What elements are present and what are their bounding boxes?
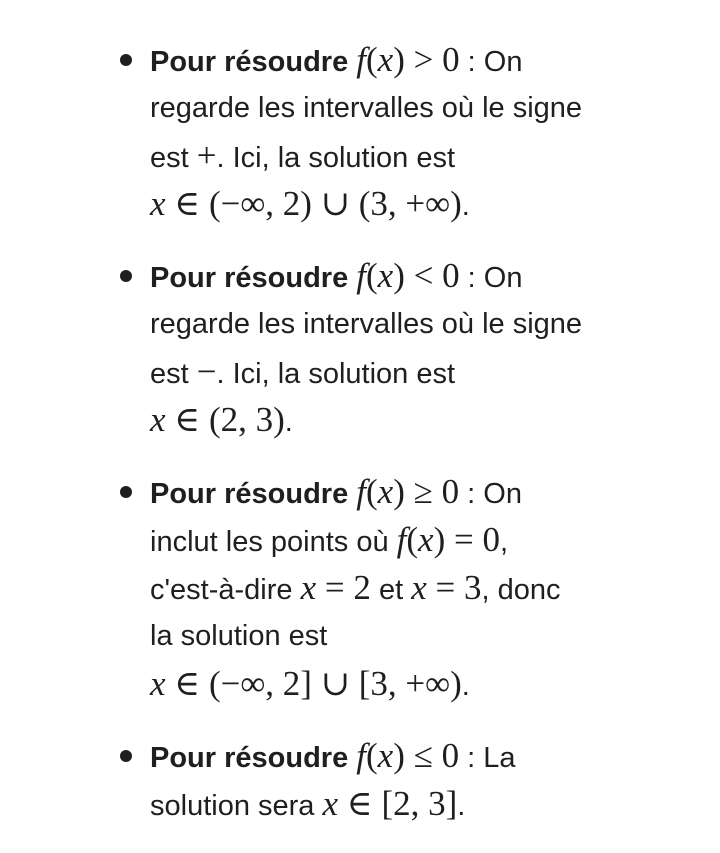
text-line xyxy=(150,516,508,564)
math-variable: x xyxy=(411,568,427,607)
bullet-dot-icon xyxy=(120,750,132,762)
math-expression: > 0 xyxy=(404,40,460,79)
body-text: . xyxy=(461,190,470,222)
math-expression: ≤ 0 xyxy=(404,736,460,775)
text-line xyxy=(150,660,470,708)
body-text: regarde les intervalles où le signe xyxy=(150,92,583,124)
body-text: : La xyxy=(459,742,516,774)
text-line xyxy=(150,300,582,348)
math-variable: x xyxy=(322,784,339,823)
math-variable: x xyxy=(377,40,394,79)
text-line xyxy=(150,396,293,444)
math-variable: x xyxy=(150,664,166,703)
body-text: : On xyxy=(459,478,522,510)
math-variable: x xyxy=(418,520,434,559)
math-expression: = 3 xyxy=(426,568,482,607)
text-line xyxy=(150,252,522,300)
body-text: . xyxy=(284,406,293,438)
text-line xyxy=(150,84,582,132)
math-expression: ( xyxy=(406,520,419,559)
body-text: . xyxy=(457,790,466,822)
math-expression: ) xyxy=(393,256,405,295)
text-line xyxy=(150,780,465,828)
math-variable: f xyxy=(356,736,367,775)
math-variable: f xyxy=(356,472,367,511)
math-variable: x xyxy=(150,184,166,223)
math-expression: ) xyxy=(393,736,405,775)
math-expression: ) xyxy=(393,40,405,79)
math-variable: x xyxy=(377,256,394,295)
math-expression: − xyxy=(196,352,217,391)
math-expression: ≥ 0 xyxy=(404,472,460,511)
math-variable: f xyxy=(356,40,367,79)
math-expression: ∈ (2, 3) xyxy=(165,400,285,439)
bold-lead-text: Pour résoudre xyxy=(150,742,349,774)
bold-lead-text: Pour résoudre xyxy=(150,46,349,78)
text-line xyxy=(150,36,522,84)
math-variable: x xyxy=(150,400,166,439)
body-text: et xyxy=(370,574,412,606)
body-text: c'est-à-dire xyxy=(150,574,301,606)
bullet-dot-icon xyxy=(120,54,132,66)
bullet-dot-icon xyxy=(120,486,132,498)
bold-lead-text: Pour résoudre xyxy=(150,478,349,510)
text-line xyxy=(150,564,561,612)
body-text: : On xyxy=(459,262,523,294)
text-line xyxy=(150,132,455,180)
body-text: regarde les intervalles où le signe xyxy=(150,308,583,340)
body-text: . xyxy=(461,670,470,702)
math-expression: ( xyxy=(366,472,378,511)
math-variable: f xyxy=(396,520,407,559)
body-text: , donc xyxy=(481,574,561,606)
body-text: : On xyxy=(459,46,523,78)
body-text: . Ici, la solution est xyxy=(216,358,456,390)
math-expression: ( xyxy=(366,256,378,295)
body-text: solution sera xyxy=(150,790,323,822)
math-expression: ∈ [2, 3] xyxy=(338,784,458,823)
math-variable: x xyxy=(300,568,317,607)
text-line xyxy=(150,732,516,780)
text-line xyxy=(150,468,522,516)
math-variable: x xyxy=(377,736,394,775)
math-expression: ( xyxy=(366,736,378,775)
text-line xyxy=(150,612,327,660)
body-text: , xyxy=(500,526,509,558)
bold-lead-text: Pour résoudre xyxy=(150,262,349,294)
math-expression: ) xyxy=(393,472,405,511)
math-variable: f xyxy=(356,256,367,295)
body-text: est xyxy=(150,142,197,174)
text-line xyxy=(150,180,470,228)
math-expression: = 2 xyxy=(316,568,371,607)
math-variable: x xyxy=(377,472,394,511)
math-expression: ∈ (−∞, 2) ∪ (3, +∞) xyxy=(165,184,462,223)
math-expression: ( xyxy=(366,40,378,79)
text-line xyxy=(150,348,455,396)
body-text: inclut les points où xyxy=(150,526,397,558)
bullet-dot-icon xyxy=(120,270,132,282)
math-expression: + xyxy=(196,136,217,175)
math-expression: ) = 0 xyxy=(433,520,500,559)
math-expression: ∈ (−∞, 2] ∪ [3, +∞) xyxy=(165,664,462,703)
math-expression: < 0 xyxy=(404,256,460,295)
body-text: la solution est xyxy=(150,620,328,652)
body-text: . Ici, la solution est xyxy=(216,142,456,174)
body-text: est xyxy=(150,358,197,390)
